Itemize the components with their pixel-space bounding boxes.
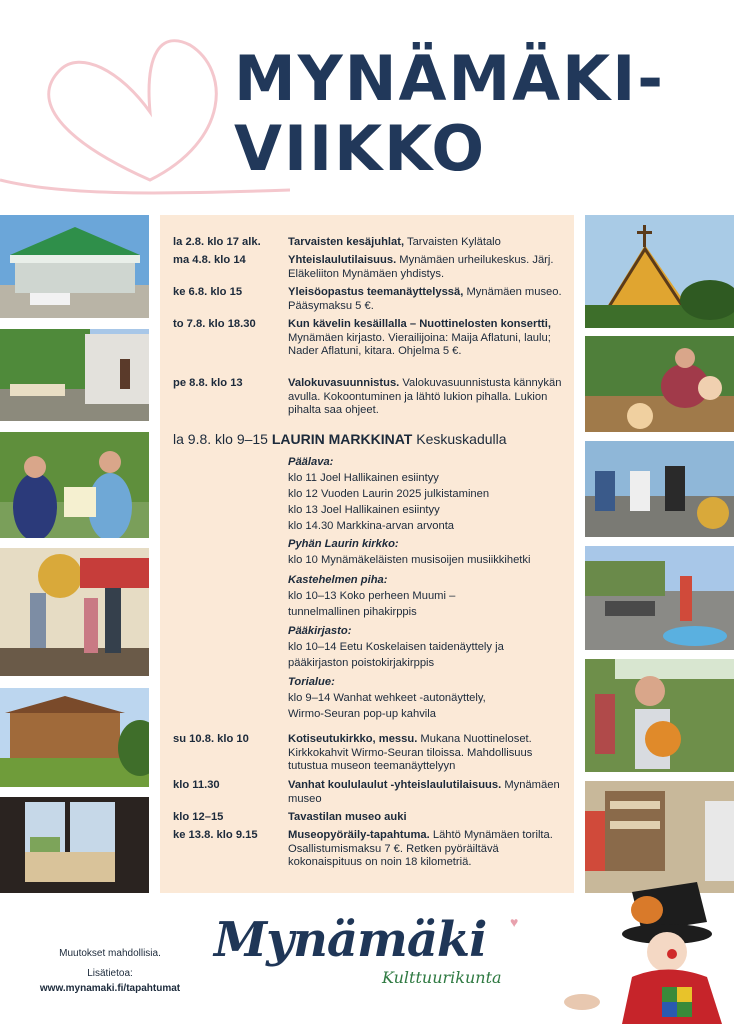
event-title: Tavastilan museo auki xyxy=(288,811,407,823)
event-item xyxy=(173,779,566,806)
footer-info xyxy=(0,946,220,996)
event-item xyxy=(173,236,566,250)
market-section xyxy=(288,572,566,620)
event-item xyxy=(173,811,566,825)
photo-street-performer xyxy=(585,546,734,650)
section-line: klo 13 Joel Hallikainen esiintyy xyxy=(288,504,440,516)
event-item xyxy=(173,377,566,418)
market-date: la 9.8. klo 9–15 xyxy=(173,431,268,447)
section-line: klo 10–13 Koko perheen Muumi – xyxy=(288,590,456,602)
section-line: klo 11 Joel Hallikainen esiintyy xyxy=(288,472,439,484)
event-title: Valokuvasuunnistus. xyxy=(288,377,400,389)
event-date: pe 8.8. klo 13 xyxy=(173,377,243,389)
event-item xyxy=(173,286,566,313)
events-panel xyxy=(160,215,574,893)
event-item xyxy=(173,318,566,359)
section-line: tunnelmallinen pihakirppis xyxy=(288,606,417,618)
event-details: Mynämäen urheilukeskus. Järj. Eläkeliiton Mynämäen yhdistys. xyxy=(288,254,554,280)
event-date: ke 13.8. klo 9.15 xyxy=(173,829,258,841)
photo-award xyxy=(0,432,149,538)
photo-stage-singer xyxy=(0,329,149,421)
municipality-logo xyxy=(214,912,524,992)
more-info-label: Lisätietoa: xyxy=(87,968,133,979)
market-place: Keskuskadulla xyxy=(412,431,507,447)
event-date: ke 6.8. klo 15 xyxy=(173,286,243,298)
event-item xyxy=(173,733,566,774)
photo-brass-band xyxy=(585,441,734,537)
section-line: Wirmo-Seuran pop-up kahvila xyxy=(288,708,436,720)
event-item xyxy=(173,829,566,870)
event-date: klo 11.30 xyxy=(173,779,220,791)
section-heading: Kastehelmen piha: xyxy=(288,574,388,586)
event-details: Tarvaisten Kylätalo xyxy=(404,236,501,248)
photo-market-tent xyxy=(0,215,149,318)
photo-window-view xyxy=(0,797,149,893)
market-section xyxy=(288,674,566,722)
market-heading xyxy=(173,431,507,447)
section-heading: Torialue: xyxy=(288,676,335,688)
event-details: Lähtö Mynämäen torilta. Osallistumismaksu 7 €. Retken pyöräiltävä kokonaispituus on noin 18 kilometriä. xyxy=(288,829,553,869)
logo-name: Mynämäki xyxy=(214,912,487,968)
event-title: Vanhat koululaulut -yhteislaulutilaisuus. xyxy=(288,779,502,791)
section-line: klo 10–14 Eetu Koskelaisen taidenäyttely ja xyxy=(288,641,504,653)
section-heading: Pääkirjasto: xyxy=(288,625,352,637)
event-title: Tarvaisten kesäjuhlat, xyxy=(288,236,405,248)
photo-flowers-man xyxy=(585,659,734,772)
changes-note: Muutokset mahdollisia. xyxy=(59,948,161,959)
market-section xyxy=(288,454,566,534)
photo-clown xyxy=(562,852,734,1024)
market-section xyxy=(288,536,566,568)
photo-kids-crafts xyxy=(585,336,734,432)
photo-concert-stage xyxy=(0,548,149,676)
event-details: Mynämäen kirjasto. Vierailijoina: Maija Aflatuni, laulu; Nader Aflatuni, kitara. Ohjelma 5 €. xyxy=(288,331,551,358)
event-details: Valokuvasuunnistusta kännykän avulla. Kokoontuminen ja lähtö lukion pihalla. Lukion pihalta saa ohjeet. xyxy=(288,377,562,417)
section-line: klo 14.30 Markkina-arvan arvonta xyxy=(288,520,455,532)
event-title: Yleisöopastus teemanäyttelyssä, xyxy=(288,286,464,298)
event-details: Mynämäen museo xyxy=(288,779,560,805)
event-title: Kun kävelin kesäillalla – Nuottinelosten konsertti, xyxy=(288,318,551,330)
heart-icon: ♥ xyxy=(510,914,519,930)
website-link[interactable]: www.mynamaki.fi/tapahtumat xyxy=(39,983,181,994)
market-section xyxy=(288,623,566,671)
event-date: klo 12–15 xyxy=(173,811,224,823)
photo-church xyxy=(585,215,734,328)
section-heading: Pyhän Laurin kirkko: xyxy=(288,538,399,550)
page-title: MYNÄMÄKI- VIIKKO xyxy=(234,42,665,185)
event-details: Mynämäen museo. Pääsymaksu 5 €. xyxy=(288,286,562,312)
event-title: Yhteislaulutilaisuus. xyxy=(288,254,397,266)
event-date: su 10.8. klo 10 xyxy=(173,733,249,745)
section-line: klo 9–14 Wanhat wehkeet -autonäyttely, xyxy=(288,692,486,704)
event-date: la 2.8. klo 17 alk. xyxy=(173,236,261,248)
event-item xyxy=(173,254,566,281)
event-date: to 7.8. klo 18.30 xyxy=(173,318,256,330)
event-title: Kotiseutukirkko, messu. xyxy=(288,733,418,745)
section-line: pääkirjaston poistokirjakirppis xyxy=(288,657,435,669)
event-details: Mukana Nuottineloset. Kirkkokahvit Wirmo-Seuran tiloissa. Mahdollisuus tutustua museon teemanäyttelyyn xyxy=(288,733,533,773)
event-title: Museopyöräily-tapahtuma. xyxy=(288,829,430,841)
logo-subtitle: Kulttuurikunta xyxy=(382,968,502,987)
section-line: klo 10 Mynämäkeläisten musisoijen musiikkihetki xyxy=(288,554,531,566)
section-line: klo 12 Vuoden Laurin 2025 julkistaminen xyxy=(288,488,490,500)
market-title: LAURIN MARKKINAT xyxy=(271,431,413,447)
section-heading: Päälava: xyxy=(288,456,334,468)
photo-old-building xyxy=(0,688,149,787)
event-date: ma 4.8. klo 14 xyxy=(173,254,246,266)
